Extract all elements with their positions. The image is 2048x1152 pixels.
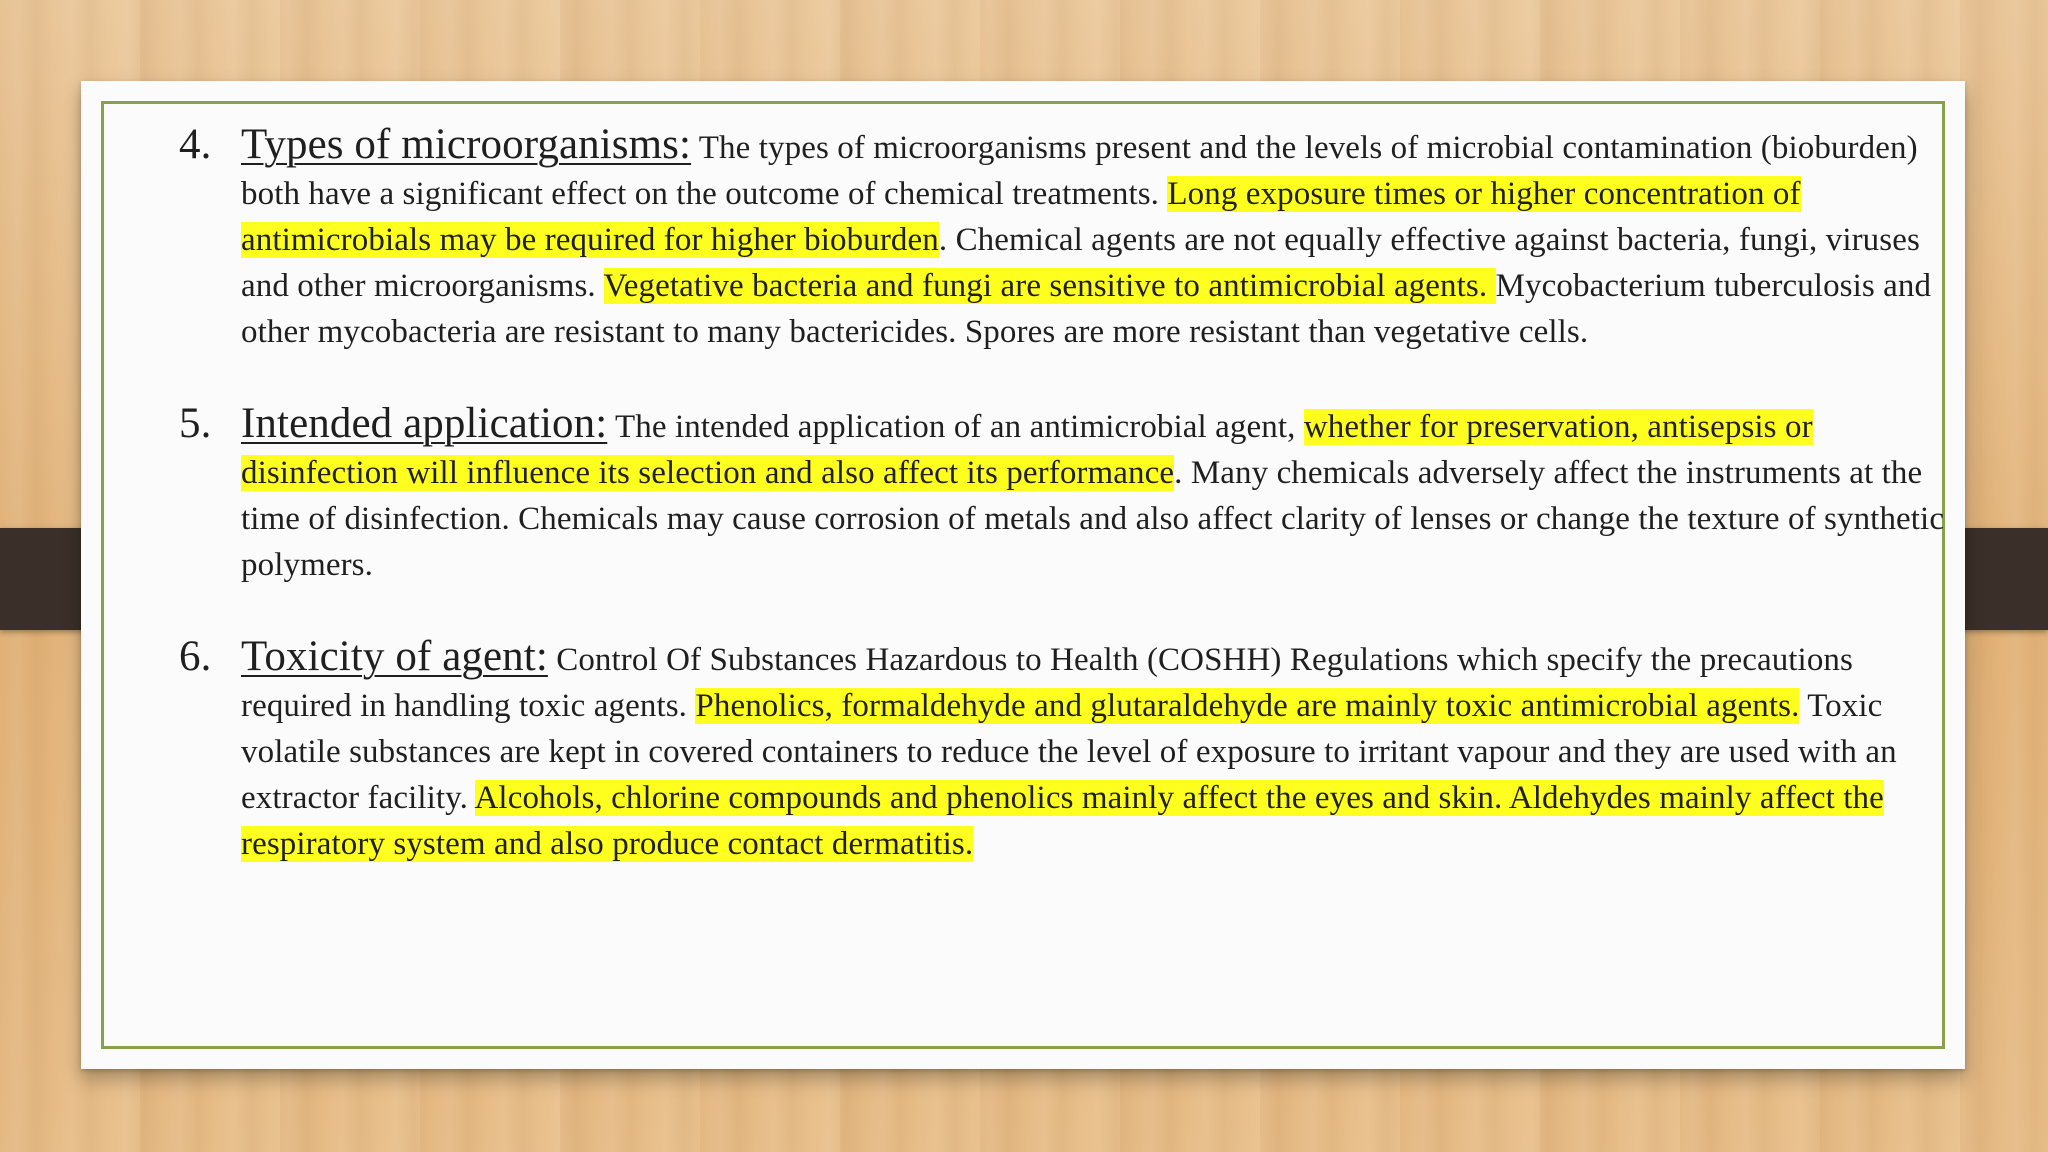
list-item-toxicity-of-agent [179,634,1959,867]
item-heading: Types of microorganisms: [241,121,692,168]
list-number: 4. [179,121,212,168]
item-heading: Toxicity of agent: [241,633,548,680]
text-segment: The types of microorganisms present and the levels of microbial contamination (bioburden) both have a significant effect on the outcome of chemical treatments. [241,130,1918,212]
highlighted-text-segment: Vegetative bacteria and fungi are sensitive to antimicrobial agents. [603,268,1496,304]
list-number: 6. [179,633,212,680]
list-item-intended-application [179,401,1959,588]
text-segment: Control Of Substances Hazardous to Health (COSHH) Regulations which specify the precautions required in handling toxic agents. [241,642,1853,724]
highlighted-text-segment: Long exposure times or higher concentration of antimicrobials may be required for higher bioburden [241,176,1801,258]
slide-paper [81,81,1965,1069]
list-item-types-of-microorganisms [179,122,1959,355]
item-heading: Intended application: [241,400,608,447]
highlighted-text-segment: whether for preservation, antisepsis or disinfection will influence its selection and also affect its performance [241,409,1813,491]
slide-content [179,122,1959,867]
list-number: 5. [179,400,212,447]
highlighted-text-segment: Alcohols, chlorine compounds and phenolics mainly affect the eyes and skin. Aldehydes mainly affect the respiratory system and also produce contact dermatitis. [241,780,1884,862]
text-segment: Mycobacterium tuberculosis and other mycobacteria are resistant to many bactericides. Spores are more resistant than vegetative cells. [241,268,1932,350]
text-segment: . Chemical agents are not equally effective against bacteria, fungi, viruses and other microorganisms. [241,222,1920,304]
text-segment: . Many chemicals adversely affect the instruments at the time of disinfection. Chemicals may cause corrosion of metals and also affect clarity of lenses or change the texture of synthetic polymers. [241,455,1945,583]
text-segment: Toxic volatile substances are kept in covered containers to reduce the level of exposure to irritant vapour and they are used with an extractor facility. [241,688,1897,816]
text-segment: The intended application of an antimicrobial agent, [607,409,1304,445]
highlighted-text-segment: Phenolics, formaldehyde and glutaraldehyde are mainly toxic antimicrobial agents. [695,688,1800,724]
